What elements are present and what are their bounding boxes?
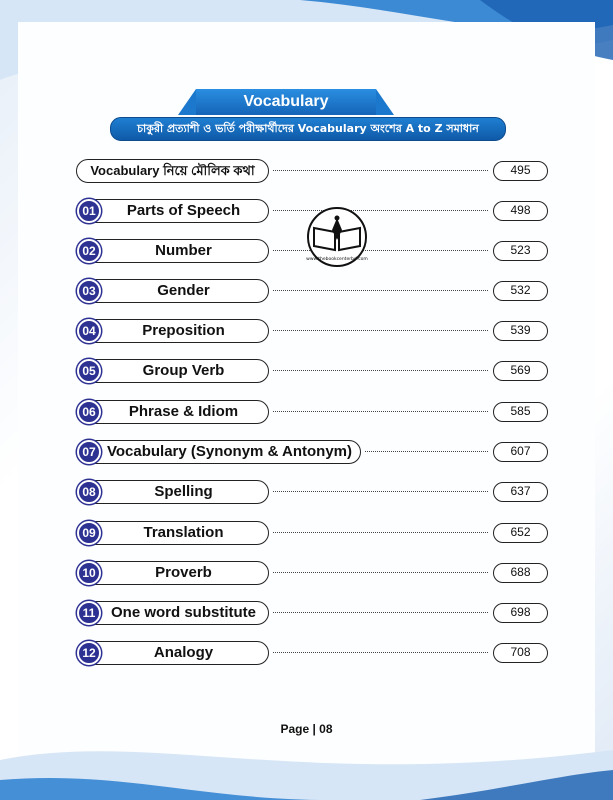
toc-pill xyxy=(76,319,269,343)
toc-page-number: 539 xyxy=(493,321,548,341)
dot-leader xyxy=(273,491,488,492)
chapter-number-badge: 05 xyxy=(77,359,101,383)
dot-leader xyxy=(273,330,488,331)
toc-row[interactable] xyxy=(76,561,548,587)
toc-label: Translation xyxy=(143,524,224,541)
toc-label: Vocabulary (Synonym & Antonym) xyxy=(106,443,353,460)
dot-leader xyxy=(273,411,488,412)
svg-text:www.thebookcenterbd.com: www.thebookcenterbd.com xyxy=(306,257,368,262)
toc-pill xyxy=(76,440,361,464)
toc-pill xyxy=(76,521,269,545)
chapter-number-badge: 06 xyxy=(77,400,101,424)
chapter-number-badge: 08 xyxy=(77,480,101,504)
toc-label: Spelling xyxy=(154,483,213,500)
chapter-number-badge: 01 xyxy=(77,199,101,223)
toc-pill xyxy=(76,601,269,625)
dot-leader xyxy=(273,290,488,291)
chapter-number-badge: 07 xyxy=(77,440,101,464)
chapter-number-badge: 09 xyxy=(77,521,101,545)
subtitle-banner xyxy=(110,117,506,141)
toc-pill xyxy=(76,239,269,263)
toc-page-number: 637 xyxy=(493,482,548,502)
toc-pill xyxy=(76,641,269,665)
toc-page-number: 569 xyxy=(493,361,548,381)
toc-pill xyxy=(76,279,269,303)
toc-pill xyxy=(76,199,269,223)
dot-leader xyxy=(273,532,488,533)
toc-row[interactable] xyxy=(76,641,548,667)
toc-label: Proverb xyxy=(155,564,212,581)
toc-label: Phrase & Idiom xyxy=(128,403,239,420)
toc-label: Gender xyxy=(157,282,210,299)
toc-row[interactable] xyxy=(76,400,548,426)
section-title: Vocabulary xyxy=(243,93,329,110)
toc-label: Analogy xyxy=(153,644,214,661)
toc-page-number: 585 xyxy=(493,402,548,422)
toc-pill xyxy=(76,359,269,383)
toc-row[interactable] xyxy=(76,521,548,547)
toc-label: Parts of Speech xyxy=(126,202,241,219)
chapter-number-badge: 12 xyxy=(77,641,101,665)
dot-leader xyxy=(273,652,488,653)
dot-leader xyxy=(273,370,488,371)
toc-row[interactable] xyxy=(76,601,548,627)
dot-leader xyxy=(365,451,488,452)
dot-leader xyxy=(273,612,488,613)
toc-row[interactable] xyxy=(76,440,548,466)
chapter-number-badge: 02 xyxy=(77,239,101,263)
toc-label: Number xyxy=(155,242,212,259)
toc-page-number: 688 xyxy=(493,563,548,583)
toc-row[interactable] xyxy=(76,359,548,385)
toc-row[interactable] xyxy=(76,480,548,506)
toc-pill xyxy=(76,159,269,183)
chapter-number-badge: 03 xyxy=(77,279,101,303)
toc-page-number: 532 xyxy=(493,281,548,301)
toc-pill xyxy=(76,400,269,424)
toc-label: Vocabulary নিয়ে মৌলিক কথা xyxy=(90,163,255,178)
section-title-banner xyxy=(196,89,376,115)
chapter-number-badge: 10 xyxy=(77,561,101,585)
toc-page-number: 523 xyxy=(493,241,548,261)
toc-pill xyxy=(76,561,269,585)
toc-pill xyxy=(76,480,269,504)
publisher-logo xyxy=(298,206,376,268)
section-subtitle: চাকুরী প্রত্যাশী ও ভর্তি পরীক্ষার্থীদের Vocabulary অংশের A to Z সমাধান xyxy=(137,122,479,135)
toc-label: Preposition xyxy=(142,322,225,339)
toc-page-number: 698 xyxy=(493,603,548,623)
dot-leader xyxy=(273,572,488,573)
toc-row-intro[interactable] xyxy=(76,159,548,185)
chapter-number-badge: 04 xyxy=(77,319,101,343)
toc-page-number: 652 xyxy=(493,523,548,543)
toc-row[interactable] xyxy=(76,279,548,305)
toc-row[interactable] xyxy=(76,319,548,345)
toc-page-number: 708 xyxy=(493,643,548,663)
toc-label: One word substitute xyxy=(110,604,256,621)
dot-leader xyxy=(273,170,488,171)
toc-page-number: 498 xyxy=(493,201,548,221)
toc-label: Group Verb xyxy=(142,362,225,379)
chapter-number-badge: 11 xyxy=(77,601,101,625)
toc-page-number: 607 xyxy=(493,442,548,462)
toc-page-number: 495 xyxy=(493,161,548,181)
page-number-footer: Page | 08 xyxy=(280,722,333,736)
